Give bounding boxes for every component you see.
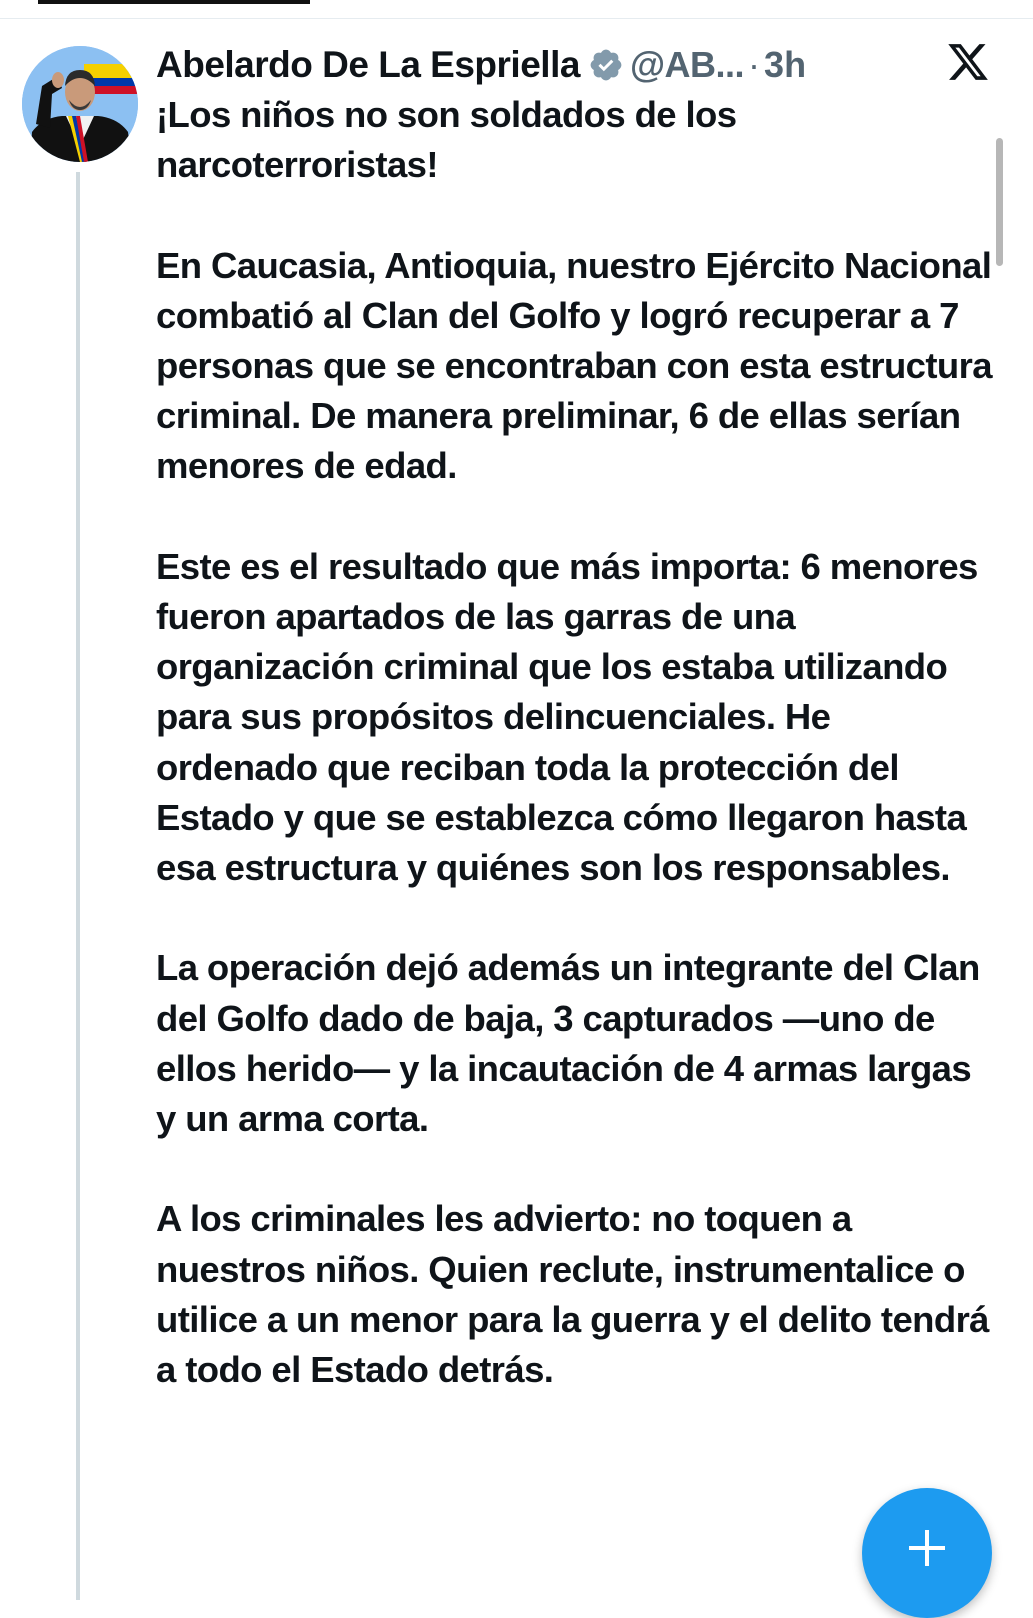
verified-badge-icon <box>588 47 624 83</box>
header-divider <box>0 18 1033 19</box>
active-tab-indicator <box>38 0 310 4</box>
post-text <box>156 90 996 1395</box>
post-time[interactable]: 3h <box>764 44 807 85</box>
post-paragraph: La operación dejó además un integrante del Clan del Golfo dado de baja, 3 capturados —uno de ellos herido— y la incautación de 4 armas largas y un arma corta. <box>156 947 980 1140</box>
author-name[interactable]: Abelardo De La Espriella <box>156 44 580 85</box>
top-tab-bar <box>0 0 1033 22</box>
x-logo-icon[interactable] <box>946 40 990 84</box>
plus-icon <box>907 1528 947 1568</box>
header-separator: · <box>748 44 761 85</box>
author-handle[interactable]: @AB... <box>629 44 745 85</box>
scrollbar[interactable] <box>996 138 1003 266</box>
compose-button[interactable] <box>862 1488 992 1618</box>
thread-line <box>76 172 80 1600</box>
post-paragraph: A los criminales les advierto: no toquen a nuestros niños. Quien reclute, instrumentalice o utilice a un menor para la guerra y el delito tendrá a todo el Estado detrás. <box>156 1198 989 1391</box>
post-paragraph: Este es el resultado que más importa: 6 menores fueron apartados de las garras de una organización criminal que los estaba utilizando para sus propósitos delincuenciales. He ordenado que reciban toda la protección del Estado y que se establezca cómo llegaron hasta esa estructura y quiénes son los responsables. <box>156 545 978 889</box>
post-header <box>156 40 806 90</box>
post-paragraph: ¡Los niños no son soldados de los narcoterroristas! <box>156 94 737 186</box>
post-paragraph: En Caucasia, Antioquia, nuestro Ejército Nacional combatió al Clan del Golfo y logró recuperar a 7 personas que se encontraban con esta estructura criminal. De manera preliminar, 6 de ellas serían menores de edad. <box>156 244 992 487</box>
avatar[interactable] <box>22 46 138 162</box>
avatar-image <box>22 46 138 162</box>
